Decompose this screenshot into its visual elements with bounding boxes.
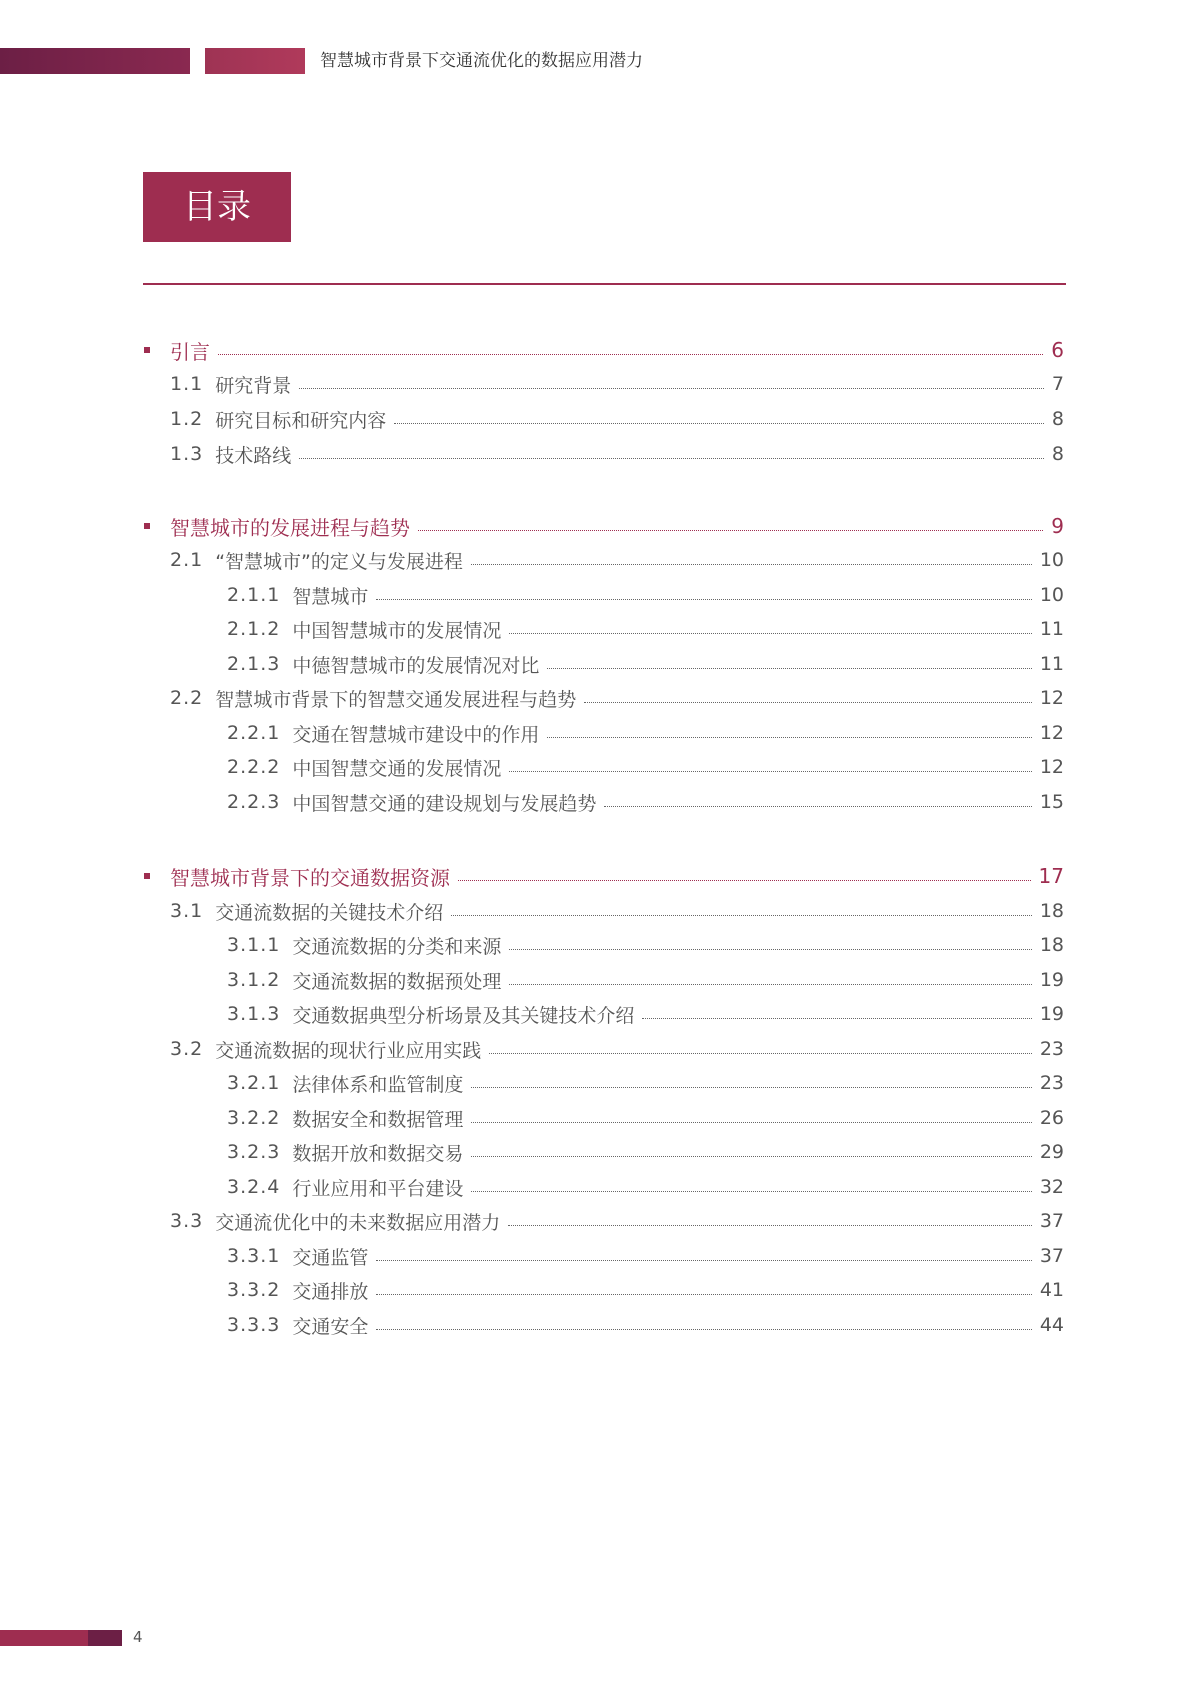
dot-leader — [509, 984, 1031, 985]
toc-entry[interactable] — [227, 1173, 1064, 1201]
toc-entry-number: 3.2.1 — [227, 1072, 281, 1094]
toc-entry-number: 1.2 — [170, 408, 204, 430]
toc-entry-number: 3.2 — [170, 1038, 204, 1060]
toc-entry-title: 智慧城市背景下的交通数据资源 — [170, 865, 450, 890]
toc-entry-page: 19 — [1039, 1003, 1064, 1025]
toc-entry[interactable] — [170, 546, 1064, 574]
toc-entry[interactable] — [227, 1311, 1064, 1339]
toc-entry-title: 智慧城市背景下的智慧交通发展进程与趋势 — [215, 688, 577, 711]
dot-leader — [508, 1225, 1032, 1226]
toc-entry-title: 交通数据典型分析场景及其关键技术介绍 — [292, 1004, 635, 1027]
dot-leader — [604, 806, 1031, 807]
section-bullet-icon — [144, 873, 150, 879]
toc-entry-page: 37 — [1039, 1210, 1064, 1232]
page-number: 4 — [133, 1628, 143, 1646]
toc-section[interactable] — [170, 336, 1064, 364]
toc-entry-title: 交通流数据的分类和来源 — [292, 935, 502, 958]
toc-entry-title: 交通排放 — [292, 1280, 369, 1303]
toc-entry-title: 中国智慧交通的建设规划与发展趋势 — [292, 792, 597, 815]
toc-entry-number: 2.1 — [170, 549, 204, 571]
toc-entry-number: 2.1.2 — [227, 618, 281, 640]
toc-entry-number: 3.2.4 — [227, 1176, 281, 1198]
toc-entry[interactable] — [227, 788, 1064, 816]
toc-entry-number: 3.1.2 — [227, 969, 281, 991]
dot-leader — [451, 915, 1032, 916]
toc-entry[interactable] — [170, 370, 1064, 398]
toc-entry-title: 智慧城市 — [292, 585, 369, 608]
toc-entry-page: 29 — [1039, 1141, 1064, 1163]
toc-entry-number: 3.2.3 — [227, 1141, 281, 1163]
dot-leader — [471, 1122, 1031, 1123]
toc-entry[interactable] — [170, 440, 1064, 468]
toc-entry-title: 交通在智慧城市建设中的作用 — [292, 723, 540, 746]
toc-entry-title: 交通监管 — [292, 1246, 369, 1269]
dot-leader — [299, 388, 1044, 389]
toc-divider — [143, 283, 1066, 285]
toc-entry-page: 12 — [1039, 687, 1064, 709]
toc-entry-number: 3.3.2 — [227, 1279, 281, 1301]
toc-entry-page: 23 — [1039, 1038, 1064, 1060]
toc-entry-number: 3.1.1 — [227, 934, 281, 956]
toc-entry-title: 交通流数据的关键技术介绍 — [215, 901, 444, 924]
dot-leader — [471, 1156, 1031, 1157]
dot-leader — [547, 668, 1031, 669]
toc-entry[interactable] — [227, 966, 1064, 994]
dot-leader — [299, 458, 1044, 459]
footer-accent-bar — [0, 1630, 88, 1646]
toc-entry-number: 2.2 — [170, 687, 204, 709]
dot-leader — [376, 1294, 1031, 1295]
dot-leader — [418, 530, 1043, 531]
toc-entry-page: 19 — [1039, 969, 1064, 991]
toc-entry-page: 11 — [1039, 618, 1064, 640]
dot-leader — [584, 702, 1032, 703]
toc-entry-page: 8 — [1051, 443, 1064, 465]
toc-entry[interactable] — [227, 1138, 1064, 1166]
dot-leader — [509, 771, 1031, 772]
dot-leader — [394, 423, 1044, 424]
toc-entry-number: 2.2.2 — [227, 756, 281, 778]
toc-entry-number: 1.3 — [170, 443, 204, 465]
toc-entry[interactable] — [170, 1207, 1064, 1235]
toc-entry[interactable] — [227, 1242, 1064, 1270]
toc-entry[interactable] — [227, 753, 1064, 781]
dot-leader — [547, 737, 1031, 738]
toc-entry-title: 交通流数据的现状行业应用实践 — [215, 1039, 482, 1062]
toc-entry[interactable] — [227, 1276, 1064, 1304]
document-title: 智慧城市背景下交通流优化的数据应用潜力 — [320, 51, 643, 71]
toc-entry-page: 41 — [1039, 1279, 1064, 1301]
toc-entry-number: 3.3.1 — [227, 1245, 281, 1267]
toc-entry[interactable] — [227, 719, 1064, 747]
toc-entry-page: 10 — [1039, 584, 1064, 606]
dot-leader — [471, 1191, 1031, 1192]
toc-entry-page: 18 — [1039, 934, 1064, 956]
toc-entry-page: 15 — [1039, 791, 1064, 813]
toc-section[interactable] — [170, 862, 1064, 890]
toc-entry-title: 研究背景 — [215, 374, 292, 397]
section-bullet-icon — [144, 523, 150, 529]
toc-entry[interactable] — [227, 581, 1064, 609]
toc-section[interactable] — [170, 512, 1064, 540]
toc-entry-page: 17 — [1038, 864, 1064, 888]
toc-entry-title: 交通安全 — [292, 1315, 369, 1338]
toc-entry-title: 技术路线 — [215, 444, 292, 467]
toc-entry-title: 中国智慧城市的发展情况 — [292, 619, 502, 642]
toc-entry-page: 11 — [1039, 653, 1064, 675]
toc-entry-number: 3.3.3 — [227, 1314, 281, 1336]
toc-entry-page: 23 — [1039, 1072, 1064, 1094]
toc-entry-page: 10 — [1039, 549, 1064, 571]
toc-entry-title: 交通流数据的数据预处理 — [292, 970, 502, 993]
toc-entry-page: 7 — [1051, 373, 1064, 395]
toc-entry-page: 18 — [1039, 900, 1064, 922]
toc-entry[interactable] — [227, 615, 1064, 643]
toc-entry-page: 12 — [1039, 756, 1064, 778]
toc-entry-number: 3.1.3 — [227, 1003, 281, 1025]
toc-entry-number: 3.3 — [170, 1210, 204, 1232]
toc-entry-title: 数据开放和数据交易 — [292, 1142, 464, 1165]
toc-entry-title: 研究目标和研究内容 — [215, 409, 387, 432]
dot-leader — [376, 1260, 1031, 1261]
toc-entry-title: 引言 — [170, 339, 210, 364]
toc-entry-title: 数据安全和数据管理 — [292, 1108, 464, 1131]
toc-entry-page: 8 — [1051, 408, 1064, 430]
toc-entry-number: 2.2.1 — [227, 722, 281, 744]
toc-entry-number: 2.1.3 — [227, 653, 281, 675]
dot-leader — [489, 1053, 1032, 1054]
dot-leader — [376, 1329, 1031, 1330]
footer-accent-bar-secondary — [88, 1630, 122, 1646]
dot-leader — [218, 354, 1043, 355]
toc-entry[interactable] — [170, 1035, 1064, 1063]
toc-entry-title: 法律体系和监管制度 — [292, 1073, 464, 1096]
toc-entry-page: 44 — [1039, 1314, 1064, 1336]
toc-entry[interactable] — [227, 1000, 1064, 1028]
dot-leader — [458, 880, 1031, 881]
toc-entry[interactable] — [170, 897, 1064, 925]
toc-entry-page: 26 — [1039, 1107, 1064, 1129]
toc-entry-page: 9 — [1051, 514, 1064, 538]
toc-heading: 目录 — [143, 172, 291, 242]
header-accent-bar-secondary — [205, 48, 305, 74]
toc-entry-number: 2.2.3 — [227, 791, 281, 813]
toc-entry-page: 6 — [1051, 338, 1064, 362]
dot-leader — [471, 1087, 1031, 1088]
toc-entry-title: 中德智慧城市的发展情况对比 — [292, 654, 540, 677]
dot-leader — [642, 1018, 1031, 1019]
toc-entry[interactable] — [170, 405, 1064, 433]
toc-entry-title: “智慧城市”的定义与发展进程 — [215, 550, 463, 573]
toc-entry[interactable] — [227, 1104, 1064, 1132]
dot-leader — [376, 599, 1031, 600]
toc-entry-number: 1.1 — [170, 373, 204, 395]
toc-entry-title: 交通流优化中的未来数据应用潜力 — [215, 1211, 501, 1234]
toc-entry-number: 3.1 — [170, 900, 204, 922]
header-accent-bar — [0, 48, 190, 74]
toc-entry-title: 中国智慧交通的发展情况 — [292, 757, 502, 780]
toc-entry-page: 12 — [1039, 722, 1064, 744]
toc-entry-title: 行业应用和平台建设 — [292, 1177, 464, 1200]
dot-leader — [471, 564, 1032, 565]
dot-leader — [509, 949, 1031, 950]
toc-entry-page: 32 — [1039, 1176, 1064, 1198]
toc-entry[interactable] — [227, 650, 1064, 678]
toc-entry-title: 智慧城市的发展进程与趋势 — [170, 515, 410, 540]
toc-entry-number: 2.1.1 — [227, 584, 281, 606]
toc-entry[interactable] — [227, 1069, 1064, 1097]
toc-entry-number: 3.2.2 — [227, 1107, 281, 1129]
section-bullet-icon — [144, 347, 150, 353]
toc-entry[interactable] — [227, 931, 1064, 959]
toc-entry[interactable] — [170, 684, 1064, 712]
toc-entry-page: 37 — [1039, 1245, 1064, 1267]
dot-leader — [509, 633, 1031, 634]
